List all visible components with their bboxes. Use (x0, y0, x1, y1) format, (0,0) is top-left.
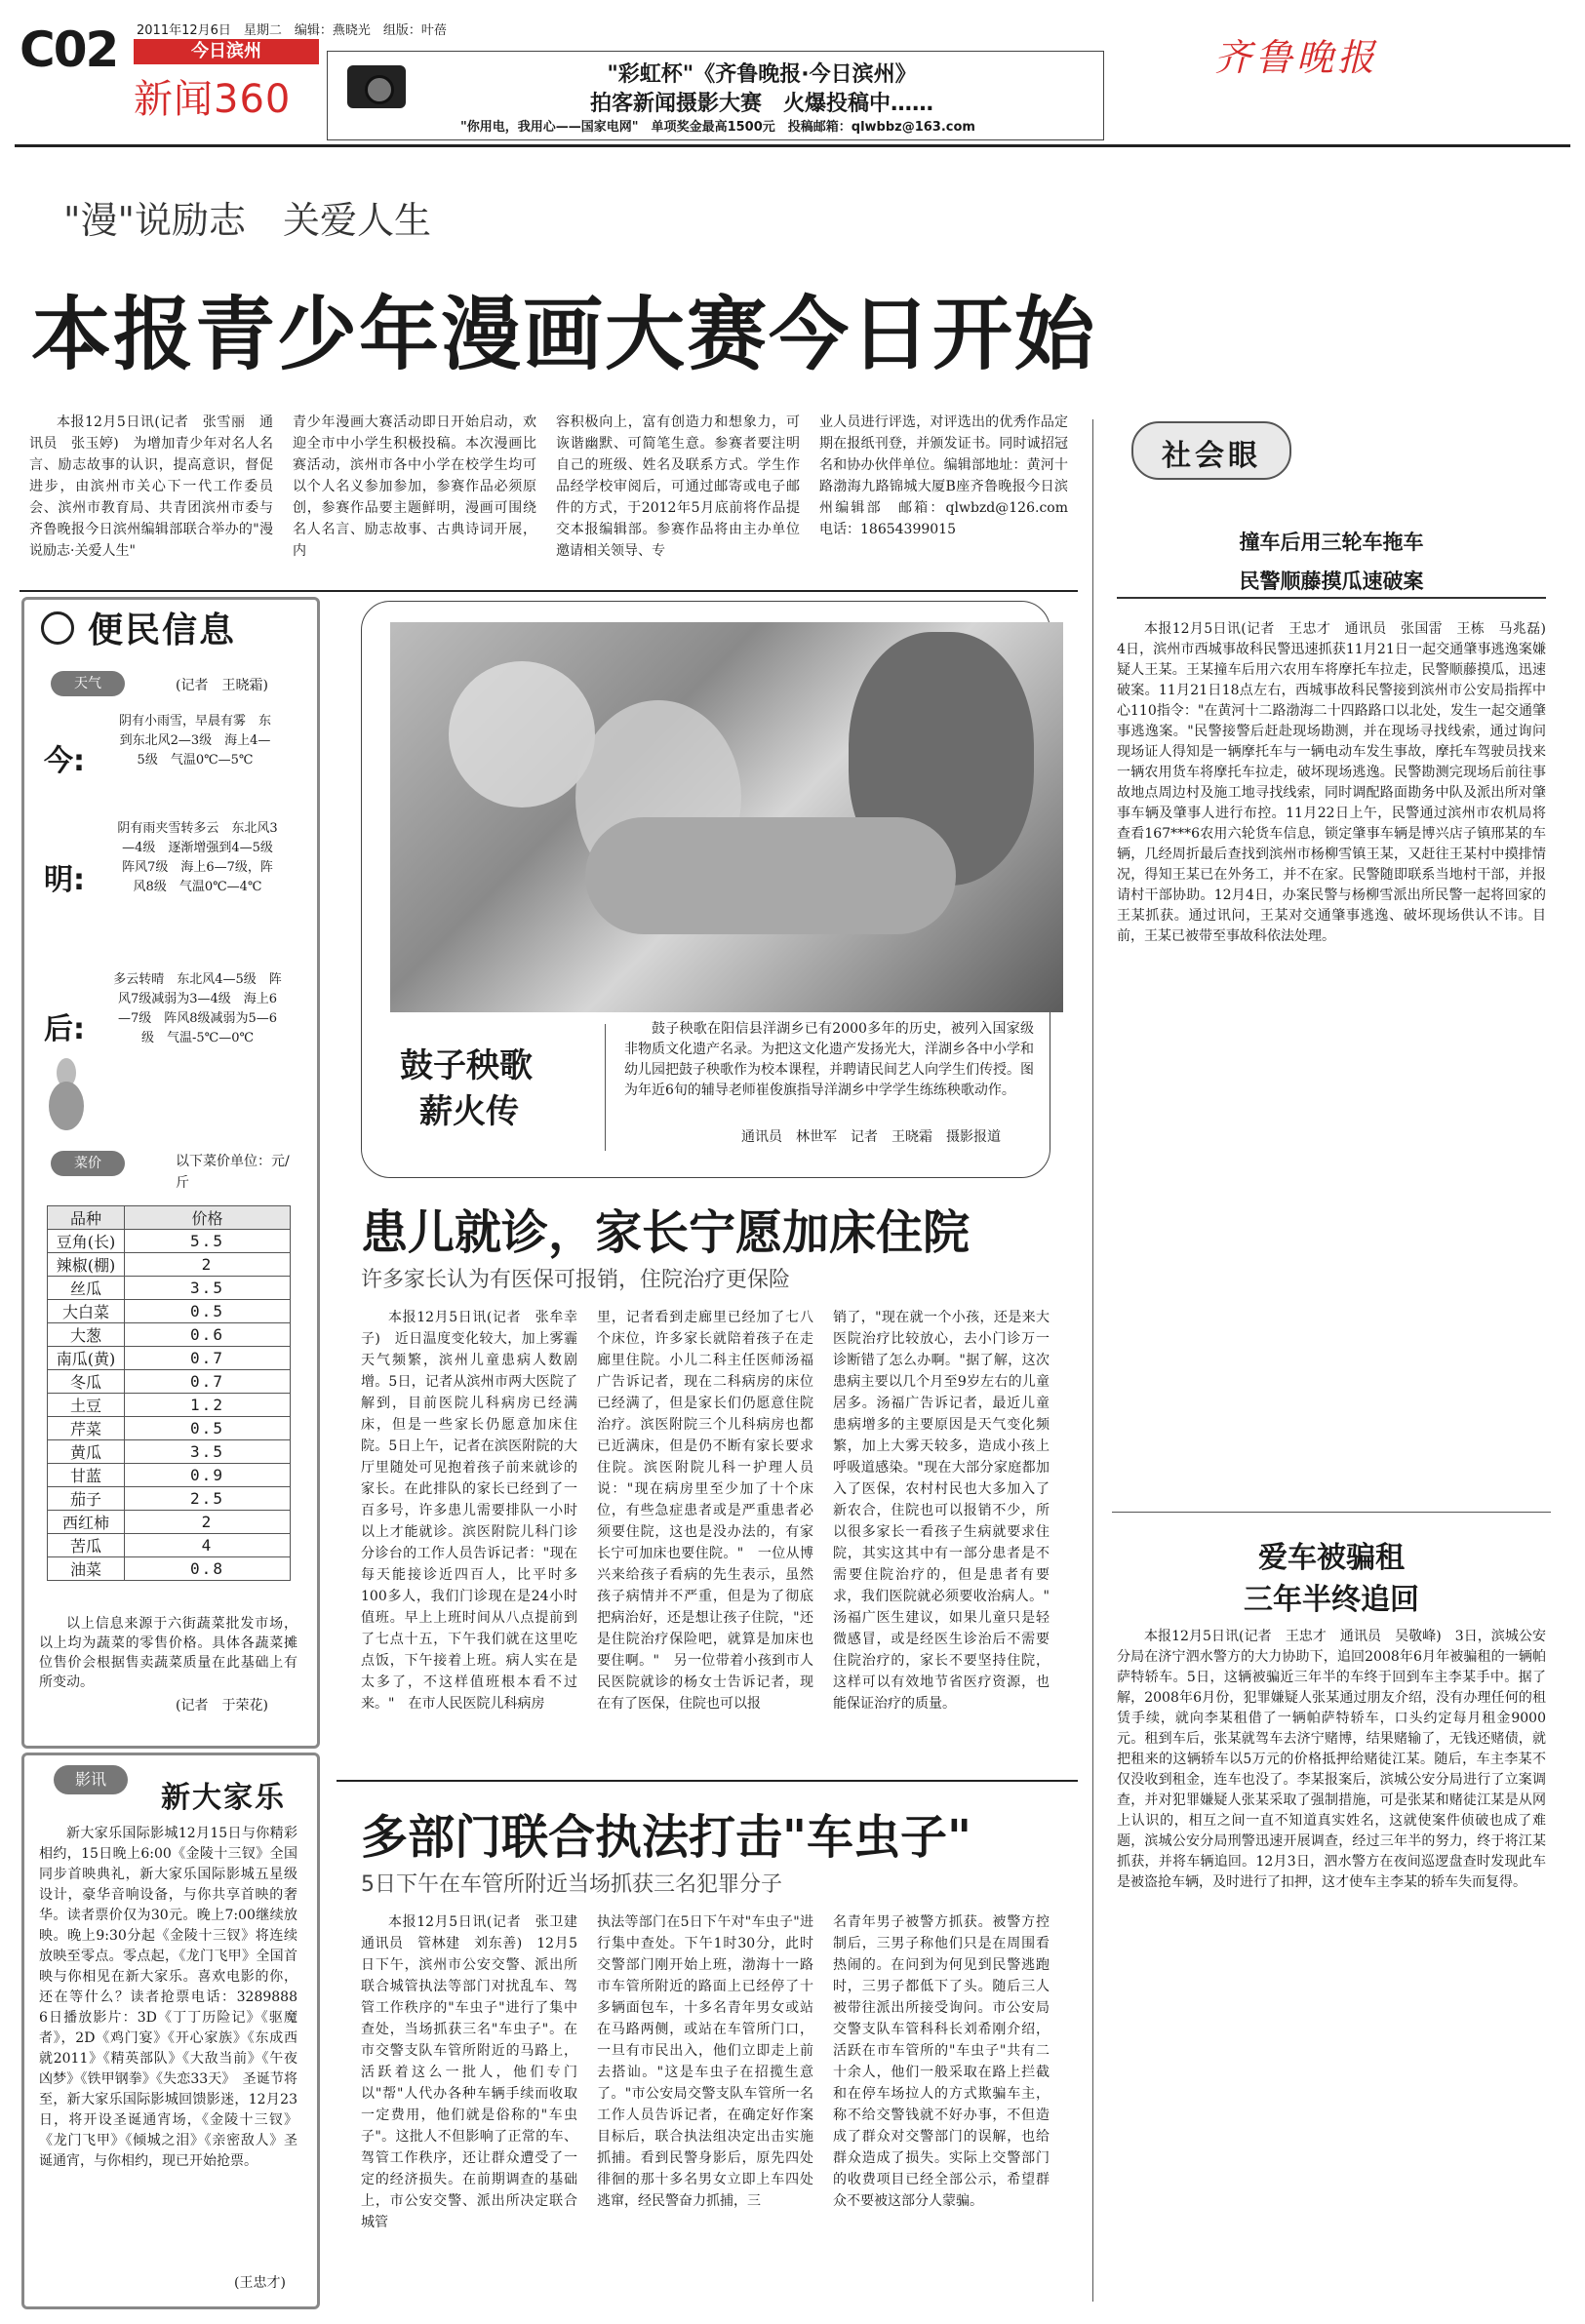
weather-day-text: 阴有小雨雪，早晨有雾 东到东北风2—3级 海上4—5级 气温0℃—5℃ (118, 714, 271, 768)
table-row (48, 1277, 291, 1300)
traffic-col-1: 本报12月5日讯(记者 张卫建 通讯员 管林建 刘东善) 12月5日下午，滨州市公安交警、派出所联合城管执法等部门对扰乱车、驾管工作秩序的"车虫子"进行了集中查处，当场抓获三名"车虫子"。在市交警支队车管所附近的马路上，活跃着这么一批人，他们专门以"帮"人代办各种车辆手续而收取一定费用，他们就是俗称的"车虫子"。这批人不但影响了正常的车、驾管工作秩序，还让群众遭受了一定的经济损失。在前期调查的基础上，市公安交警、派出所决定联合城管 (361, 1914, 591, 2230)
table-row (48, 1417, 291, 1440)
vegetable-name-cell: 豆角(长) (48, 1230, 125, 1253)
weather-reporter: (记者 王晓霜) (176, 678, 268, 693)
vegetable-name-cell: 土豆 (48, 1394, 125, 1417)
vegetable-price-cell: 0.5 (125, 1300, 291, 1323)
date-line: 2011年12月6日 星期二 编辑：燕晓光 组版：叶蓓 (137, 23, 447, 38)
vegetable-name-cell: 冬瓜 (48, 1370, 125, 1394)
vegetable-price-cell: 2 (125, 1253, 291, 1277)
hospital-headline: 患儿就诊，家长宁愿加床住院 (361, 1205, 971, 1260)
vegetable-name-cell: 甘蓝 (48, 1464, 125, 1487)
header-rule (15, 144, 1570, 147)
vegetable-name-cell: 苦瓜 (48, 1534, 125, 1557)
table-row (48, 1464, 291, 1487)
vegetable-name-cell: 茄子 (48, 1487, 125, 1511)
table-body (48, 1230, 291, 1581)
society-story1-rule (1117, 597, 1546, 599)
society-story2-head1: 爱车被骗租 (1258, 1541, 1405, 1575)
right-column-rule (1092, 419, 1093, 2302)
table-row (48, 1300, 291, 1323)
vegetable-price-cell: 2.5 (125, 1487, 291, 1511)
society-story1-body: 本报12月5日讯(记者 王忠才 通讯员 张国雷 王栋 马兆磊) 4日，滨州市西城事故科民警迅速抓获11月21日一起交通肇事逃逸案嫌疑人王某。王某撞车后用六农用车将摩托车拉走，民警顺藤摸瓜，迅速破案。11月21日18点左右，西城事故科民警接到滨州市公安局指挥中心110指令："在黄河十二路渤海二十四路路口以北处，发生一起交通肇事逃逸案。"民警接警后赶赴现场勘测，并在现场寻找线索，通过询问现场证人得知是一辆摩托车与一辆电动车发生事故，摩托车驾驶员找来一辆农用货车将摩托车拉走，破坏现场逃逸。民警勘测完现场后前往事故地点周边村及施工地寻找线索，同时调配路面勘务中队及派出所对肇事车辆及肇事人进行布控。11月22日上午，民警通过滨州市农机局将查看167***6农用六轮货车信息，锁定肇事车辆是博兴店子镇邢某的车辆，几经周折最后查找到滨州市杨柳雪镇王某，又赶往王某村中摸排情况，得知王某已在外务工，并不在家。民警随即联系当地村干部，并报请村干部协助。12月4日，办案民警与杨柳雪派出所民警一起将回家的王某抓获。通过讯问，王某对交通肇事逃逸、破坏现场供认不讳。目前，王某已被带至事故科依法处理。 (1117, 621, 1560, 944)
vegetable-name-cell: 南瓜(黄) (48, 1347, 125, 1370)
yangko-photo (390, 622, 1063, 1012)
section-name: 新闻360 (134, 77, 292, 122)
convenience-icon (41, 611, 74, 645)
gourd-icon (49, 1058, 84, 1136)
price-tag: 菜价 (51, 1151, 125, 1176)
film-tag: 影讯 (54, 1765, 128, 1794)
convenience-title: 便民信息 (88, 610, 237, 650)
section-top: 今日滨州 (134, 39, 319, 64)
table-row (48, 1370, 291, 1394)
vegetable-name-cell: 大葱 (48, 1323, 125, 1347)
society-story2-head2: 三年半终追回 (1244, 1583, 1419, 1617)
ad-banner (327, 51, 1104, 140)
lead-col-1: 本报12月5日讯(记者 张雪丽 通讯员 张玉婷) 为增加青少年对名人名言、励志故事的认识，提高意识，督促进步，由滨州市关心下一代工作委员会、滨州市教育局、共青团滨州市委与齐鲁晚报今日滨州编辑部联合举办的"漫说励志·关爱人生" (29, 414, 273, 559)
traffic-subhead: 5日下午在车管所附近当场抓获三名犯罪分子 (361, 1872, 782, 1897)
weather-day-label: 今: (44, 744, 85, 778)
table-header-row (48, 1206, 291, 1230)
traffic-col-2: 执法等部门在5日下午对"车虫子"进行集中查处。下午1时30分，此时交警部门刚开始上班，渤海十一路市车管所附近的路面上已经停了十多辆面包车，十多名青年男女或站在马路两侧，或站在车管所门口，一旦有市民出入，他们立即走上前去搭讪。"这是车虫子在招揽生意了。"市公安局交警支队车管所一名工作人员告诉记者，在确定好作案目标后，联合执法组决定出击实施抓捕。看到民警身影后，原先四处徘徊的那十多名男女立即上车四处逃窜，经民警奋力抓捕，三 (597, 1914, 813, 2209)
vegetable-price-cell: 0.9 (125, 1464, 291, 1487)
weather-tomorrow (39, 814, 302, 961)
weather-day-label: 后: (44, 1012, 85, 1046)
hospital-bottom-rule (337, 1780, 1078, 1782)
hospital-col-2: 里，记者看到走廊里已经加了七八个床位，许多家长就陪着孩子在走廊里住院。小儿二科主任医师汤福广告诉记者，现在二科病房的床位已经满了，但是家长们仍愿意住院治疗。滨医附院三个儿科病房也都已近满床，但是仍不断有家长要求住院。滨医附院儿科一护理人员说："现在病房里至少加了十个床位，有些急症患者或是严重患者必须要住院，这也是没办法的，有家长宁可加床也要住院。" 一位从博兴来给孩子看病的先生表示，虽然孩子病情并不严重，但是为了彻底把病治好，还是想让孩子住院，"还是住院治疗保险吧，就算是加床也要住啊。" 另一位带着小孩到市人民医院就诊的杨女士告诉记者，现在有了医保，住院也可以报 (597, 1310, 813, 1712)
society-story1-head1: 撞车后用三轮车拖车 (1239, 531, 1424, 554)
vegetable-price-cell: 0.5 (125, 1417, 291, 1440)
society-story2-body: 本报12月5日讯(记者 王忠才 通讯员 吴敬峰) 3日，滨城公安分局在济宁泗水警方的大力协助下，追回2008年6月年被骗租的一辆帕萨特轿车。5日，这辆被骗近三年半的车终于回到车主李某手中。据了解，2008年6月份，犯罪嫌疑人张某通过朋友介绍，没有办理任何的租赁手续，就向李某租借了一辆帕萨特轿车，口头约定每月租金9000元。租到车后，张某就驾车去济宁赌博，结果赌输了，无钱还赌债，就把租来的这辆轿车以5万元的价格抵押给赌徒江某。随后，车主李某不仅没收到租金，连车也没了。李某报案后，滨城公安分局进行了立案调查，并对犯罪嫌疑人张某采取了强制措施，可是张某和赌徒江某是从网上认识的，相互之间一直不知道真实姓名，这就使案件侦破也成了难题，滨城公安分局刑警迅速开展调查，经过三年半的努力，终于将江某抓获，并将车辆追回。12月3日，泗水警方在夜间巡逻盘查时发现此车是被盗抢车辆，及时进行了扣押，这才使车主李某的轿车失而复得。 (1117, 1629, 1546, 1890)
vegetable-name-cell: 丝瓜 (48, 1277, 125, 1300)
society-tag (1131, 421, 1291, 480)
weather-day-label: 明: (44, 863, 85, 897)
ad-line2: 拍客新闻摄影大赛 火爆投稿中…… (589, 92, 933, 116)
vegetable-price-cell: 3.5 (125, 1277, 291, 1300)
lead-col-3: 容积极向上，富有创造力和想象力，可诙谐幽默、可简笔生意。参赛者要注明自己的班级、姓名及联系方式。学生作品经学校审阅后，可通过邮寄或电子邮件的方式，于2012年5月底前将作品提交本报编辑部。参赛作品将由主办单位邀请相关领导、专 (556, 414, 800, 559)
table-header-cell: 价格 (125, 1206, 291, 1230)
vegetable-price-cell: 0.7 (125, 1347, 291, 1370)
photo-caption-title1: 鼓子秧歌 (400, 1046, 533, 1085)
lead-col-4: 业人员进行评选，对评选出的优秀作品定期在报纸刊登，并颁发证书。同时诚招冠名和协办伙伴单位。编辑部地址：黄河十路渤海九路锦城大厦B座齐鲁晚报今日滨州编辑部 邮箱：qlwbzd@126.com 电话：18654399015 (819, 414, 1082, 537)
lead-kicker: "漫"说励志 关爱人生 (63, 199, 431, 242)
vegetable-name-cell: 黄瓜 (48, 1440, 125, 1464)
vegetable-name-cell: 油菜 (48, 1557, 125, 1581)
ad-line3: "你用电，我用心——国家电网" 单项奖金最高1500元 投稿邮箱：qlwbbz@163.com (460, 120, 975, 135)
vegetable-price-cell: 0.7 (125, 1370, 291, 1394)
film-title: 新大家乐 (161, 1781, 286, 1815)
ad-title: "彩虹杯"《齐鲁晚报·今日滨州》 (607, 62, 917, 87)
society-tag-label: 社会眼 (1162, 439, 1261, 473)
vegetable-name-cell: 辣椒(棚) (48, 1253, 125, 1277)
table-row (48, 1557, 291, 1581)
vegetable-price-cell: 3.5 (125, 1440, 291, 1464)
photo-caption-divider (605, 1024, 606, 1151)
vegetable-name-cell: 西红柿 (48, 1511, 125, 1534)
lead-headline: 本报青少年漫画大赛今日开始 (31, 289, 1097, 381)
vegetable-name-cell: 芹菜 (48, 1417, 125, 1440)
photo-caption-title2: 薪火传 (419, 1092, 519, 1131)
hospital-col-1: 本报12月5日讯(记者 张牟幸子) 近日温度变化较大，加上雾霾天气频繁，滨州儿童患病人数剧增。5日，记者从滨州市两大医院了解到，目前医院儿科病房已经满床，但是一些家长仍愿意加床住院。5日上午，记者在滨医附院的大厅里随处可见抱着孩子前来就诊的家长。在此排队的家长已经到了一百多号，许多患儿需要排队一小时以上才能就诊。滨医附院儿科门诊分诊台的工作人员告诉记者："现在每天能接诊近四百人，比平时多100多人，我们门诊现在是24小时值班。早上上班时间从八点提前到了七点十五，下午我们就在这里吃点饭，下午接着上班。病人实在是太多了，不这样值班根本看不过来。" 在市人民医院儿科病房 (361, 1310, 577, 1712)
vegetable-name-cell: 大白菜 (48, 1300, 125, 1323)
film-body: 新大家乐国际影城12月15日与你精彩相约，15日晚上6:00《金陵十三钗》全国同步首映典礼，新大家乐国际影城五星级设计，豪华音响设备，与你共享首映的奢华。读者票价仅为30元。晚上7:00继续放映。晚上9:30分起《金陵十三钗》将连续放映至零点。零点起，《龙门飞甲》全国首映与你相见在新大家乐。喜欢电影的你，还在等什么？读者抢票电话：3289888 6日播放影片：3D《丁丁历险记》《驱魔者》，2D《鸡门宴》《开心家族》《东成西就2011》《精英部队》《大敌当前》《午夜凶梦》《铁甲钢拳》《失恋33天》 圣诞节将至，新大家乐国际影城回馈影迷，12月23日，将开设圣诞通宵场，《金陵十三钗》《龙门飞甲》《倾城之泪》《亲密敌人》圣诞通宵，与你相约，现已开始抢票。 (39, 1826, 311, 2169)
table-row (48, 1253, 291, 1277)
vegetable-price-cell: 2 (125, 1511, 291, 1534)
lead-col-2: 青少年漫画大赛活动即日开始启动，欢迎全市中小学生积极投稿。本次漫画比赛活动，滨州市各中小学在校学生均可以个人名义参加参加，参赛作品必须原创，参赛作品要主题鲜明，漫画可围绕名人名言、励志故事、古典诗词开展，内 (293, 414, 536, 559)
newspaper-logo: 齐鲁晚报 (1214, 36, 1379, 79)
vegetable-price-cell: 5.5 (125, 1230, 291, 1253)
traffic-headline: 多部门联合执法打击"车虫子" (361, 1810, 972, 1865)
hospital-col-3: 销了，"现在就一个小孩，还是来大医院治疗比较放心，去小门诊万一诊断错了怎么办啊。"据了解，这次患病主要以几个月至9岁左右的儿童居多。汤福广告诉记者，最近儿童患病增多的主要原因是天气变化频繁，加上大雾天较多，造成小孩上呼吸道感染。"现在大部分家庭都加入了医保，农村村民也大多加入了新农合，住院也可以报销不少，所以很多家长一看孩子生病就要求住院，其实这其中有一部分患者是不需要住院治疗的，但是患者有要求，我们医院就必须要收治病人。" 汤福广医生建议，如果儿童只是轻微感冒，或是经医生诊治后不需要住院治疗的，家长不要坚持住院，这样可以有效地节省医疗资源，也能保证治疗的质量。 (833, 1310, 1063, 1712)
price-reporter: (记者 于荣花) (176, 1698, 268, 1713)
price-unit: 以下菜价单位：元/斤 (176, 1154, 290, 1191)
weather-tag: 天气 (51, 671, 125, 696)
society-divider (1112, 1512, 1551, 1513)
weather-day-text: 阴有雨夹雪转多云 东北风3—4级 逐渐增强到4—5级 阵风7级 海上6—7级，阵风8级 气温0℃—4℃ (117, 821, 286, 894)
table-row (48, 1323, 291, 1347)
table-row (48, 1511, 291, 1534)
film-byline: (王忠才) (234, 2275, 286, 2291)
table-row (48, 1534, 291, 1557)
society-story1-head2: 民警顺藤摸瓜速破案 (1239, 570, 1424, 593)
weather-today (39, 707, 302, 809)
table-row (48, 1347, 291, 1370)
vegetable-price-cell: 4 (125, 1534, 291, 1557)
table-row (48, 1230, 291, 1253)
table-row (48, 1440, 291, 1464)
vegetable-price-cell: 0.6 (125, 1323, 291, 1347)
masthead-bar (0, 0, 1585, 146)
page-code: C02 (20, 21, 118, 78)
section-badge (134, 39, 319, 129)
hospital-subhead: 许多家长认为有医保可报销，住院治疗更保险 (361, 1268, 791, 1292)
table-row (48, 1487, 291, 1511)
camera-icon (347, 65, 406, 108)
photo-credit: 通讯员 林世军 记者 王晓霜 摄影报道 (741, 1129, 1001, 1145)
table-row (48, 1394, 291, 1417)
table-header-cell: 品种 (48, 1206, 125, 1230)
vegetable-price-cell: 0.8 (125, 1557, 291, 1581)
lead-bottom-rule (20, 590, 1078, 592)
photo-caption: 鼓子秧歌在阳信县洋湖乡已有2000多年的历史，被列入国家级非物质文化遗产名录。为把这文化遗产发扬光大，洋湖乡各中小学和幼儿园把鼓子秧歌作为校本课程，并聘请民间艺人向学生们传授。图为年近6旬的辅导老师崔俊旗指导洋湖乡中学学生练练秧歌动作。 (624, 1021, 1034, 1098)
vegetable-price-table (47, 1205, 291, 1581)
vegetable-price-cell: 1.2 (125, 1394, 291, 1417)
weather-day-text: 多云转晴 东北风4—5级 阵风7级减弱为3—4级 海上6—7级 阵风8级减弱为5—6级 气温-5℃—0℃ (113, 972, 282, 1045)
traffic-col-3: 名青年男子被警方抓获。被警方控制后，三男子称他们只是在周围看热闹的。在问到为何见到民警逃跑时，三男子都低下了头。随后三人被带往派出所接受询问。市公安局交警支队车管科科长刘希刚介绍，活跃在市车管所的"车虫子"共有二十余人，他们一般采取在路上拦截和在停车场拉人的方式欺骗车主，称不给交警钱就不好办事，不但造成了群众对交警部门的误解，也给群众造成了损失。实际上交警部门的收费项目已经全部公示，希望群众不要被这部分人蒙骗。 (833, 1914, 1050, 2209)
price-note: 以上信息来源于六街蔬菜批发市场，以上均为蔬菜的零售价格。具体各蔬菜摊位售价会根据售卖蔬菜质量在此基础上有所变动。 (39, 1616, 297, 1690)
